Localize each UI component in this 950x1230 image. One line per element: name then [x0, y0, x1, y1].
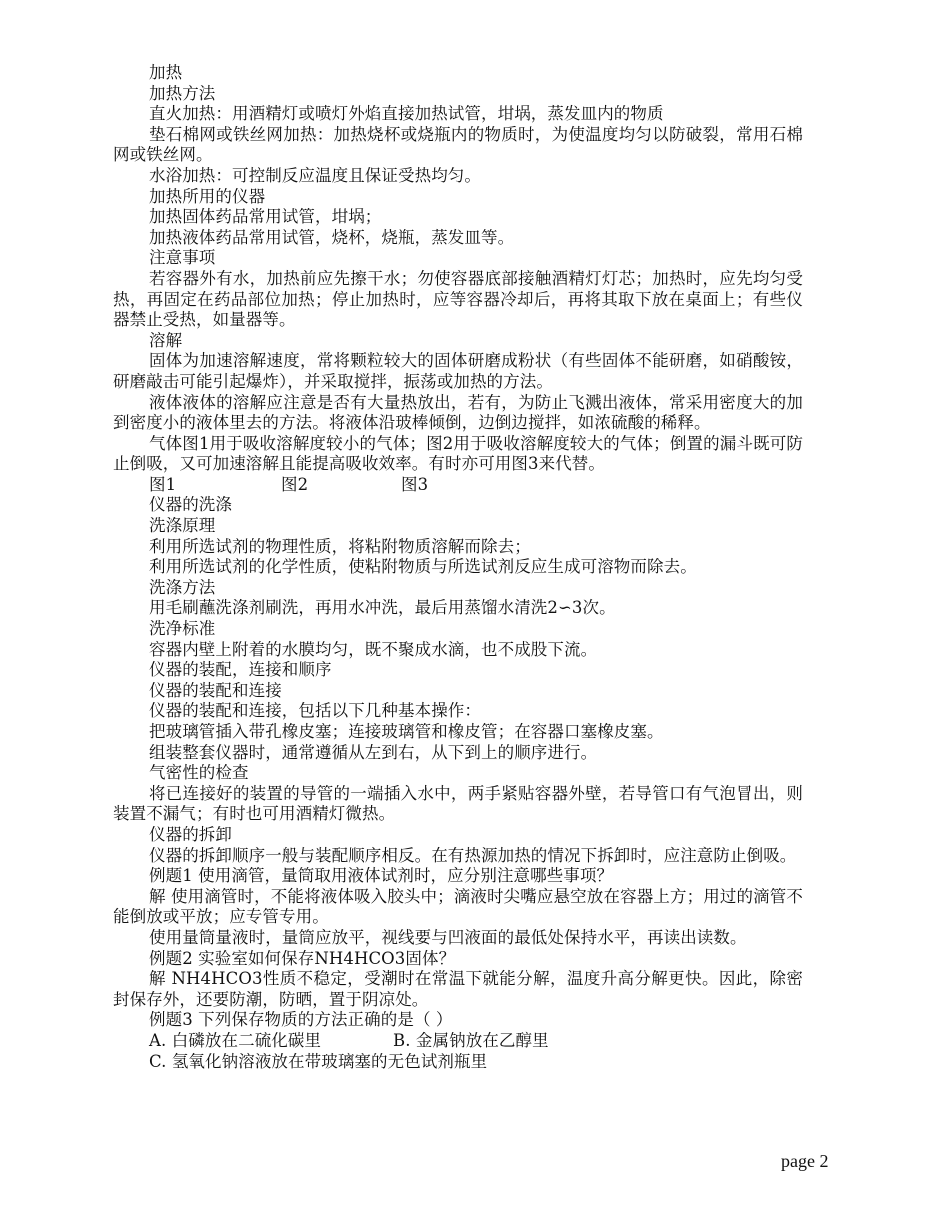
document-body — [113, 63, 803, 1072]
paragraph-clean-standard: 容器内壁上附着的水膜均匀，既不聚成水滴，也不成股下流。 — [149, 639, 598, 659]
subheading-washing-method: 洗涤方法 — [149, 577, 216, 597]
paragraph-liquid-heating: 加热液体药品常用试管，烧杯，烧瓶，蒸发皿等。 — [149, 227, 515, 247]
paragraph-direct-heating: 直火加热：用酒精灯或喷灯外焰直接加热试管，坩埚，蒸发皿内的物质 — [149, 104, 664, 124]
example-2-question: 例题2 实验室如何保存NH4HCO3固体？ — [149, 948, 456, 968]
subheading-disassembly: 仪器的拆卸 — [149, 824, 232, 844]
figure-label-3: 图3 — [401, 474, 429, 494]
paragraph-solid-dissolution: 固体为加速溶解速度，常将颗粒较大的固体研磨成粉状（有些固体不能研磨，如硝酸铵，研磨敲击可能引起爆炸），并采取搅拌，振荡或加热的方法。 — [113, 351, 803, 391]
paragraph-chemical-washing: 利用所选试剂的化学性质，使粘附物质与所选试剂反应生成可溶物而除去。 — [149, 557, 697, 577]
paragraph-disassembly: 仪器的拆卸顺序一般与装配顺序相反。在有热源加热的情况下拆卸时，应注意防止倒吸。 — [149, 845, 797, 865]
option-a: A. 白磷放在二硫化碳里 — [149, 1030, 322, 1050]
option-c: C. 氢氧化钠溶液放在带玻璃塞的无色试剂瓶里 — [149, 1051, 488, 1071]
paragraph-assembly-order: 组装整套仪器时，通常遵循从左到右，从下到上的顺序进行。 — [149, 742, 598, 762]
example-1-answer-cont: 使用量筒量液时，量筒应放平，视线要与凹液面的最低处保持水平，再读出读数。 — [149, 927, 747, 947]
paragraph-liquid-dissolution: 液体液体的溶解应注意是否有大量热放出，若有，为防止飞溅出液体，常采用密度大的加到密度小的液体里去的方法。将液体沿玻棒倾倒，边倒边搅拌，如浓硫酸的稀释。 — [113, 392, 803, 433]
paragraph-assembly-operations: 仪器的装配和连接，包括以下几种基本操作： — [149, 701, 481, 721]
subheading-assembly-connection: 仪器的装配和连接 — [149, 680, 282, 700]
subheading-washing-principle: 洗涤原理 — [149, 516, 216, 536]
heading-dissolution: 溶解 — [149, 330, 183, 350]
heading-assembly: 仪器的装配，连接和顺序 — [149, 660, 332, 680]
example-2-answer: 解 NH4HCO3性质不稳定，受潮时在常温下就能分解，温度升高分解更快。因此，除密封保存外，还要防潮，防晒，置于阴凉处。 — [113, 969, 803, 1009]
page-number: page 2 — [781, 1151, 829, 1171]
figure-label-2: 图2 — [281, 474, 309, 494]
paragraph-washing-method: 用毛刷蘸洗涤剂刷洗，再用水冲洗，最后用蒸馏水清洗2∽3次。 — [149, 598, 616, 618]
paragraph-gas-dissolution: 气体图1用于吸收溶解度较小的气体；图2用于吸收溶解度较大的气体；倒置的漏斗既可防止倒吸，又可加速溶解且能提高吸收效率。有时亦可用图3来代替。 — [113, 433, 803, 474]
figure-label-1: 图1 — [149, 474, 177, 494]
subheading-clean-standard: 洗净标准 — [149, 619, 216, 639]
paragraph-airtightness: 将已连接好的装置的导管的一端插入水中，两手紧贴容器外壁，若导管口有气泡冒出，则装置不漏气；有时也可用酒精灯微热。 — [113, 783, 803, 824]
subheading-heating-instruments: 加热所用的仪器 — [149, 186, 266, 206]
example-1-answer: 解 使用滴管时，不能将液体吸入胶头中；滴液时尖嘴应悬空放在容器上方；用过的滴管不能倒放或平放；应专管专用。 — [113, 886, 803, 927]
paragraph-solid-heating: 加热固体药品常用试管，坩埚； — [149, 207, 382, 227]
paragraph-water-bath: 水浴加热：可控制反应温度且保证受热均匀。 — [149, 165, 481, 185]
subheading-heating-methods: 加热方法 — [149, 83, 216, 103]
options-row-ab — [113, 1031, 803, 1052]
heading-washing: 仪器的洗涤 — [149, 495, 232, 515]
subheading-airtightness: 气密性的检查 — [149, 763, 249, 783]
subheading-precautions: 注意事项 — [149, 248, 216, 268]
heading-heating: 加热 — [149, 63, 183, 82]
figure-labels-row — [113, 475, 803, 496]
paragraph-precautions: 若容器外有水，加热前应先擦干水；勿使容器底部接触酒精灯灯芯；加热时，应先均匀受热，再固定在药品部位加热；停止加热时，应等容器冷却后，再将其取下放在桌面上；有些仪器禁止受热，如量器等。 — [113, 268, 803, 330]
paragraph-physical-washing: 利用所选试剂的物理性质，将粘附物质溶解而除去； — [149, 536, 531, 556]
example-3-question: 例题3 下列保存物质的方法正确的是（ ） — [149, 1010, 453, 1030]
paragraph-assembly-steps: 把玻璃管插入带孔橡皮塞；连接玻璃管和橡皮管；在容器口塞橡皮塞。 — [149, 722, 664, 741]
example-1-question: 例题1 使用滴管，量筒取用液体试剂时，应分别注意哪些事项？ — [149, 866, 614, 886]
paragraph-asbestos-gauze: 垫石棉网或铁丝网加热：加热烧杯或烧瓶内的物质时，为使温度均匀以防破裂，常用石棉网或铁丝网。 — [113, 124, 803, 165]
option-b: B. 金属钠放在乙醇里 — [393, 1030, 549, 1050]
